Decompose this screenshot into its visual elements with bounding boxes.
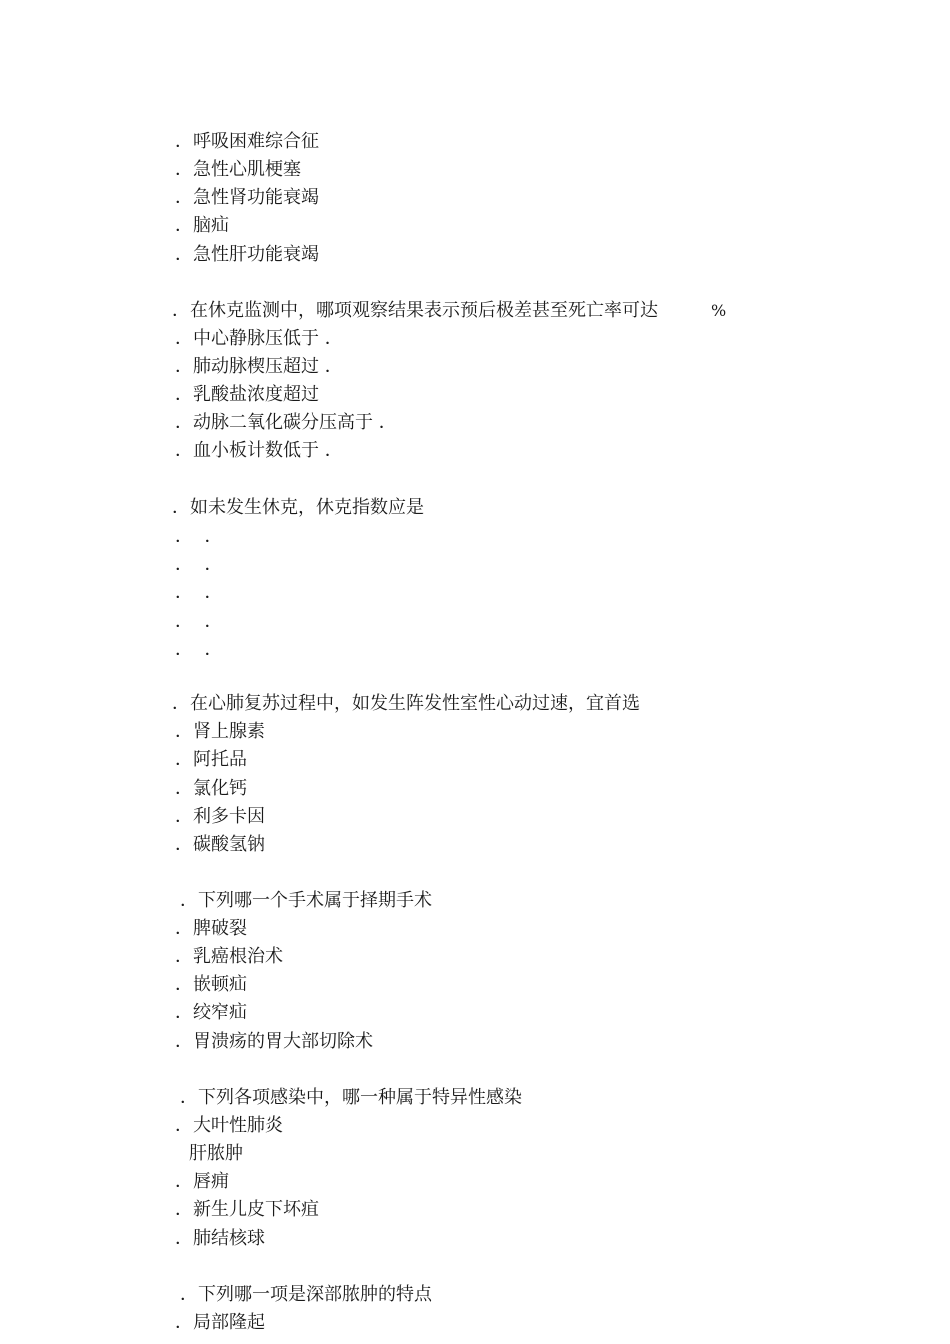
option-line: ．唇痈 [175, 1171, 229, 1192]
question-line: ．下列各项感染中，哪一种属于特异性感染 [180, 1087, 522, 1108]
option-line: ．动脉二氧化碳分压高于 ． [175, 412, 397, 433]
option-line: ． ． [175, 554, 223, 575]
option-line: ． ． [175, 639, 223, 660]
option-line: ．胃溃疡的胃大部切除术 [175, 1031, 373, 1052]
option-line: ． ． [175, 526, 223, 547]
question-line: ．在休克监测中，哪项观察结果表示预后极差甚至死亡率可达 [172, 300, 658, 321]
option-line: ．嵌顿疝 [175, 974, 247, 995]
option-line: 肝脓肿 [189, 1143, 243, 1164]
option-line: ．肺结核球 [175, 1228, 265, 1249]
option-line: ．脾破裂 [175, 918, 247, 939]
option-line: ．肺动脉楔压超过 ． [175, 356, 343, 377]
option-line: ．利多卡因 [175, 806, 265, 827]
option-line: ．新生儿皮下坏疽 [175, 1199, 319, 1220]
percent-sign: % [711, 301, 727, 320]
option-line: ．碳酸氢钠 [175, 834, 265, 855]
question-line: ．在心肺复苏过程中，如发生阵发性室性心动过速，宜首选 [172, 693, 640, 714]
option-line: ．乳癌根治术 [175, 946, 283, 967]
question-line: ．如未发生休克，休克指数应是 [172, 497, 424, 518]
option-line: ．肾上腺素 [175, 721, 265, 742]
question-line: ．下列哪一个手术属于择期手术 [180, 890, 432, 911]
option-line: ．绞窄疝 [175, 1002, 247, 1023]
option-line: ．急性肾功能衰竭 [175, 187, 319, 208]
option-line: ．血小板计数低于 ． [175, 440, 343, 461]
question-line: ．下列哪一项是深部脓肿的特点 [180, 1284, 432, 1305]
option-line: ．阿托品 [175, 749, 247, 770]
option-line: ．大叶性肺炎 [175, 1115, 283, 1136]
option-line: ． ． [175, 611, 223, 632]
option-line: ． ． [175, 582, 223, 603]
option-line: ．中心静脉压低于 ． [175, 328, 343, 349]
option-line: ．呼吸困难综合征 [175, 131, 319, 152]
option-line: ．氯化钙 [175, 778, 247, 799]
option-line: ．急性肝功能衰竭 [175, 244, 319, 265]
option-line: ．脑疝 [175, 215, 229, 236]
option-line: ．急性心肌梗塞 [175, 159, 301, 180]
option-line: ．乳酸盐浓度超过 [175, 384, 319, 405]
option-line: ．局部隆起 [175, 1312, 265, 1333]
